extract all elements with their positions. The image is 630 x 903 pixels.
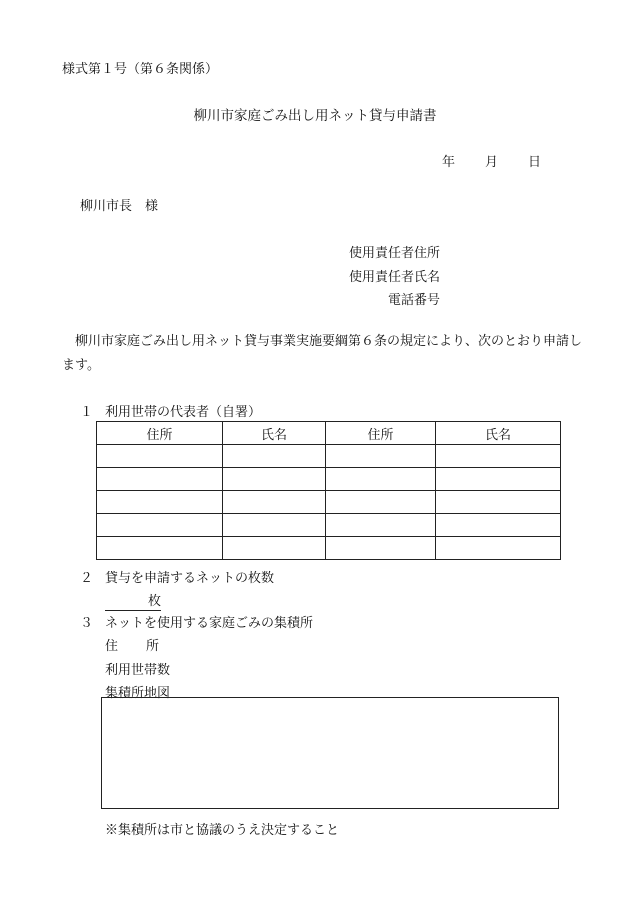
document-title: 柳川市家庭ごみ出し用ネット貸与申請書 — [193, 108, 437, 124]
cell-name[interactable] — [436, 537, 561, 560]
section1-label: 利用世帯の代表者（自署） — [105, 405, 262, 420]
section2-number: ２ — [80, 571, 94, 586]
header-name-1: 氏名 — [223, 422, 326, 445]
form-number: 様式第１号（第６条関係） — [62, 62, 219, 77]
cell-address[interactable] — [97, 468, 223, 491]
collection-point-note: ※集積所は市と協議のうえ決定すること — [105, 823, 340, 838]
cell-name[interactable] — [436, 445, 561, 468]
representative-table — [96, 421, 561, 560]
cell-address[interactable] — [326, 491, 436, 514]
table-row — [97, 491, 561, 514]
table-row — [97, 514, 561, 537]
cell-name[interactable] — [223, 445, 326, 468]
date-year: 年 — [442, 155, 456, 170]
section1-number: １ — [80, 405, 94, 420]
table-row — [97, 445, 561, 468]
cell-address[interactable] — [97, 491, 223, 514]
cell-name[interactable] — [223, 514, 326, 537]
cell-address[interactable] — [326, 537, 436, 560]
applicant-address-label: 使用責任者住所 — [348, 246, 440, 261]
cell-name[interactable] — [436, 514, 561, 537]
collection-point-map-box[interactable] — [101, 697, 559, 809]
cell-address[interactable] — [326, 514, 436, 537]
cell-address[interactable] — [97, 514, 223, 537]
collection-point-address-label — [105, 635, 159, 654]
address-label-part1: 住 — [105, 639, 119, 654]
date-day: 日 — [528, 155, 542, 170]
date-month: 月 — [485, 155, 499, 170]
header-name-2: 氏名 — [436, 422, 561, 445]
addressee: 柳川市長 様 — [80, 199, 159, 214]
cell-name[interactable] — [223, 537, 326, 560]
cell-address[interactable] — [326, 468, 436, 491]
net-count-unit: 枚 — [147, 594, 161, 609]
cell-name[interactable] — [223, 468, 326, 491]
section2-label: 貸与を申請するネットの枚数 — [105, 571, 275, 586]
net-count-field[interactable] — [105, 590, 161, 611]
applicant-phone-label: 電話番号 — [387, 293, 440, 308]
cell-name[interactable] — [436, 491, 561, 514]
cell-address[interactable] — [326, 445, 436, 468]
date-line — [442, 151, 541, 170]
section3-label: ネットを使用する家庭ごみの集積所 — [105, 616, 314, 631]
applicant-name-label: 使用責任者氏名 — [348, 270, 440, 285]
cell-name[interactable] — [223, 491, 326, 514]
cell-name[interactable] — [436, 468, 561, 491]
header-address-2: 住所 — [326, 422, 436, 445]
cell-address[interactable] — [97, 537, 223, 560]
table-row — [97, 468, 561, 491]
cell-address[interactable] — [97, 445, 223, 468]
table-row — [97, 537, 561, 560]
section3-number: ３ — [80, 616, 94, 631]
households-count-label: 利用世帯数 — [105, 663, 171, 678]
application-body-text: 柳川市家庭ごみ出し用ネット貸与事業実施要綱第６条の規定により、次のとおり申請します。 — [62, 334, 583, 373]
header-address-1: 住所 — [97, 422, 223, 445]
map-label: 集積所地図 — [105, 686, 171, 701]
table-header-row — [97, 422, 561, 445]
address-label-part2: 所 — [146, 639, 160, 654]
